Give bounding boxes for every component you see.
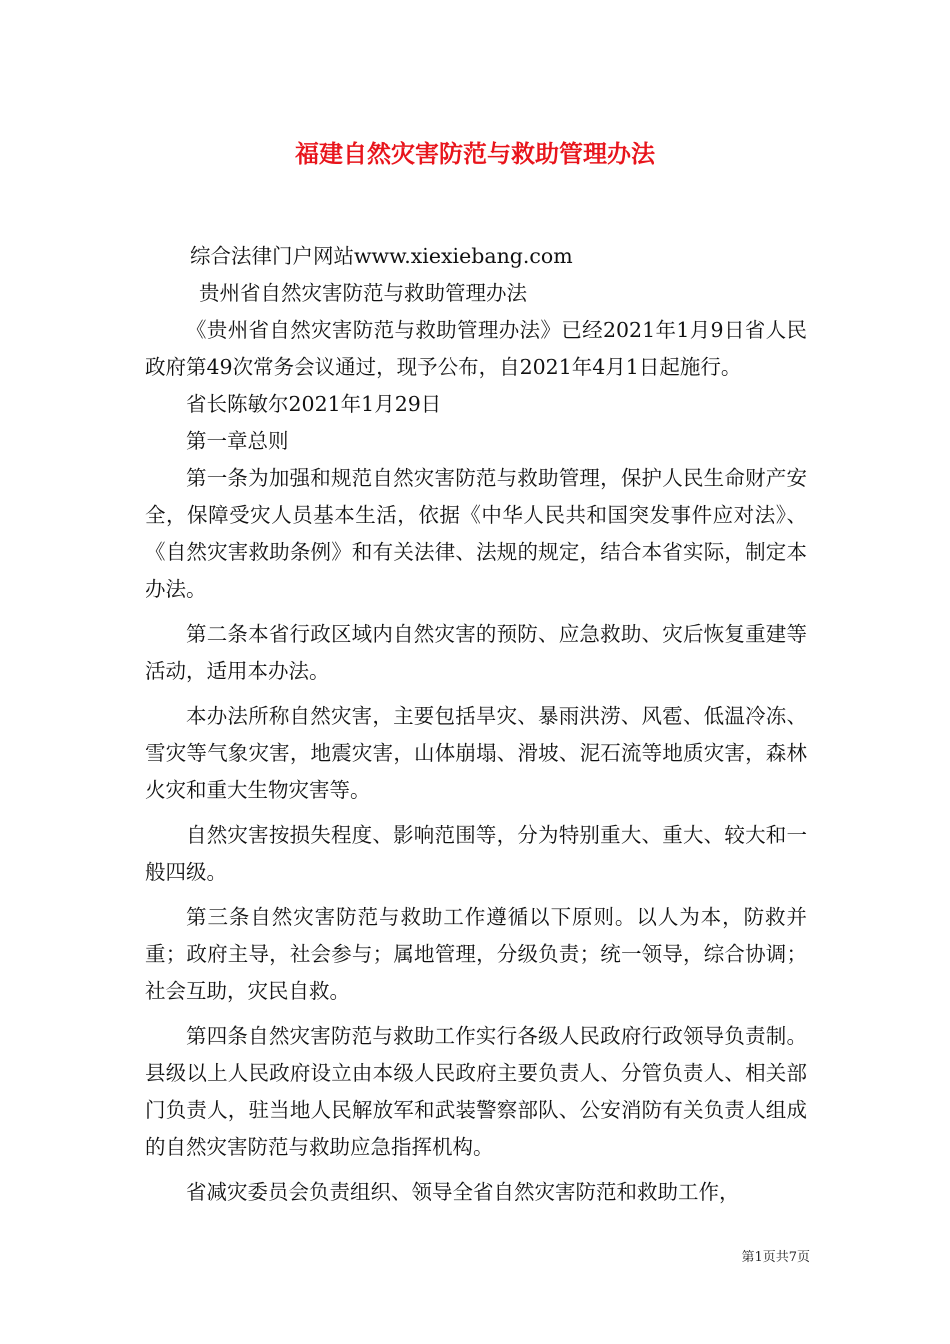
paragraph-signature: 省长陈敏尔2021年1月29日 [186, 392, 442, 416]
page-title: 福建自然灾害防范与救助管理办法 [295, 139, 655, 168]
chapter-heading: 第一章总则 [186, 429, 289, 453]
paragraph-disaster-types: 本办法所称自然灾害，主要包括旱灾、暴雨洪涝、风雹、低温冷冻、雪灾等气象灾害，地震灾害，山体崩塌、滑坡、泥石流等地质灾害，森林火灾和重大生物灾害等。 [145, 704, 807, 802]
document-subtitle: 贵州省自然灾害防范与救助管理办法 [199, 281, 527, 305]
article-1: 第一条为加强和规范自然灾害防范与救助管理，保护人民生命财产安全，保障受灾人员基本生活，依据《中华人民共和国突发事件应对法》、《自然灾害救助条例》和有关法律、法规的规定，结合本省实际，制定本办法。 [145, 466, 807, 601]
article-2: 第二条本省行政区域内自然灾害的预防、应急救助、灾后恢复重建等活动，适用本办法。 [145, 622, 807, 683]
paragraph-disaster-levels: 自然灾害按损失程度、影响范围等，分为特别重大、重大、较大和一般四级。 [145, 823, 807, 884]
source-line: 综合法律门户网站www.xiexiebang.com [190, 244, 573, 268]
article-4: 第四条自然灾害防范与救助工作实行各级人民政府行政领导负责制。县级以上人民政府设立由本级人民政府主要负责人、分管负责人、相关部门负责人，驻当地人民解放军和武装警察部队、公安消防有关负责人组成的自然灾害防范与救助应急指挥机构。 [145, 1024, 807, 1159]
paragraph-committee: 省减灾委员会负责组织、领导全省自然灾害防范和救助工作， [186, 1180, 740, 1204]
page-number: 第1页共7页 [741, 1250, 810, 1265]
document-body [145, 238, 807, 1211]
paragraph-announcement: 《贵州省自然灾害防范与救助管理办法》已经2021年1月9日省人民政府第49次常务会议通过，现予公布，自2021年4月1日起施行。 [145, 318, 807, 379]
article-3: 第三条自然灾害防范与救助工作遵循以下原则。以人为本，防救并重；政府主导，社会参与；属地管理，分级负责；统一领导，综合协调；社会互助，灾民自救。 [145, 905, 807, 1003]
